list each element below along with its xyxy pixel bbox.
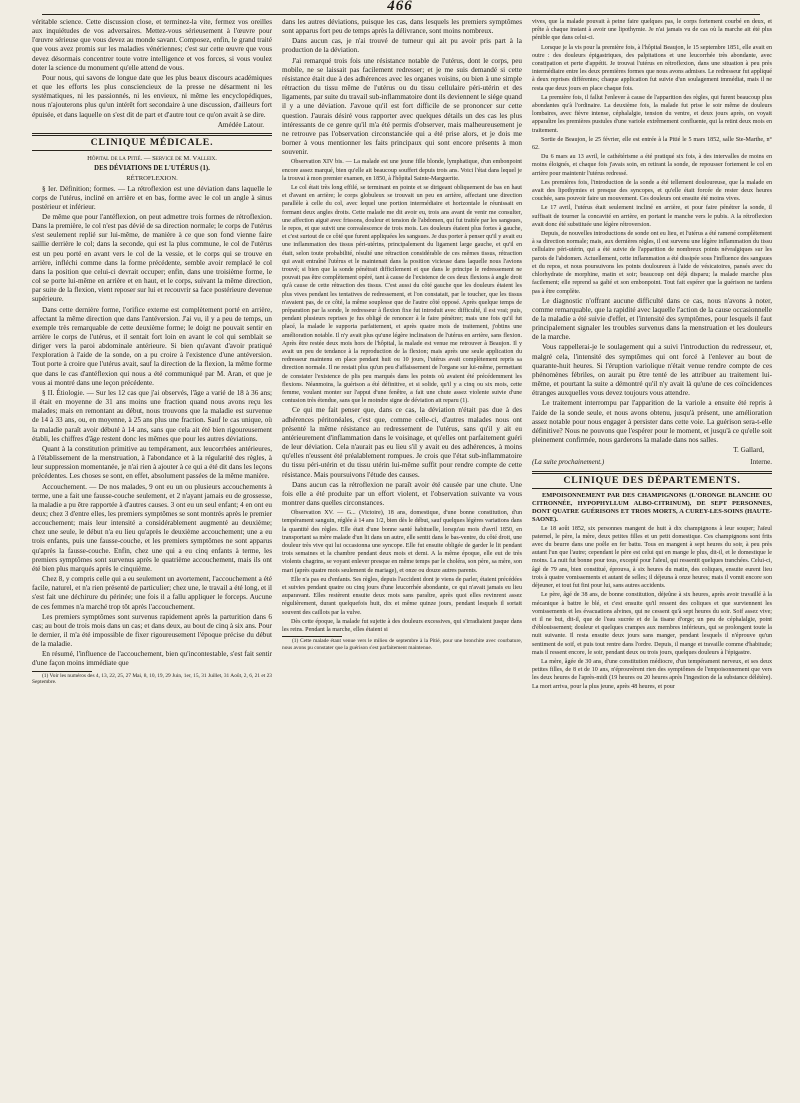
paragraph: Le 18 août 1852, six personnes mangent de huit à dix champignons à leur souper; l'aïeul paternel, le père, la mère, deux petites filles et un petit domestique. Ces champignons sont frits avec du beurre dans une poêle en fer battu. Tous en mangent à sept heures du soir, à peu près autant l'un que l'autre; cependant le père est celui qui en mange le plus, dit-il, et le domestique le moins. La nuit fut bonne pour tous, excepté pour l'aïeul, qui ressentit quelques tranchées. Celui-ci, âgé de 79 ans, bien constitué, éprouva, à six heures du matin, des coliques, ensuite eurent lieu trois à quatre vomissements et autant de selles; il déjeuna à onze heures; mais il vomit encore son déjeuner, et tout fut fini pour lui, sans autres accidents. [532,525,772,590]
columns [32,18,772,1092]
paragraph: § II. Étiologie. — Sur les 12 cas que j'ai observés, l'âge a varié de 18 à 36 ans; il était en moyenne de 31 ans moins une fraction quand nous avons reçu les malades; mais en remontant au début, nous trouvons que la maladie est survenue de 14 à 33 ans, ou, en moyenne, à 25 ans plus une fraction. Sauf le cas unique, où la maladie paraît avoir débuté à 14 ans, sans que cela ait été bien rigoureusement établi, les chiffres d'âge restent donc les mêmes que pour les autres déviations. [32,388,272,443]
paragraph: J'ai remarqué trois fois une résistance notable de l'utérus, dont le corps, peu mobile, ne se laissait pas facilement redresser; et je me suis demandé si cette résistance était due à des adhérences avec les organes voisins, ou bien à une simple rétraction du tissu même de l'utérus ou du tissu cellulaire péri-utérin et des ligaments, par suite du travail sub-inflammatoire dont ils deviennent le siége quand il y a une déviation. J'avoue qu'il est fort difficile de se prononcer sur cette question. J'aurais désiré vous rapporter avec quelques détails un des cas les plus intéressants de ce genre qu'il m'a été permis d'observer, mais malheureusement je ne retrouve pas l'observation circonstanciée qui a été prise alors, et je dois me borner à vous mentionner les faits principaux qui sont encore présents à mon souvenir. [282,56,522,157]
footnote: (1) Voir les numéros des 4, 13, 22, 25, 27 Mai, 8, 10, 19, 29 Juin, 1er, 15, 31 Juillet, 31 Août, 2, 6, 21 et 23 Septembre. [32,672,272,686]
paragraph: dans les autres déviations, puisque les cas, dans lesquels les premiers symptômes sont apparus fort peu de temps après la délivrance, sont moins nombreux. [282,18,522,36]
signature-role: Interne. [750,458,772,467]
observation-15 [282,509,522,634]
header-rule [42,14,760,15]
paragraph: Elle n'a pas eu d'enfants. Ses règles, depuis l'accident dont je viens de parler, étaient précédées et suivies pendant quatre ou cinq jours d'une leucorrhée abondante, ce qui n'avait jamais eu lieu auparavant. Elles restèrent ensuite deux mois sans paraître, après quoi elles revinrent assez régulièrement, durant quelquefois huit, dix et même quinze jours, pendant lesquels il sortait souvent des caillots par la vulve. [282,576,522,616]
paragraph: En résumé, l'influence de l'accouchement, bien qu'incontestable, s'est fait sentir d'une façon moins immédiate que [32,650,272,668]
paragraph: Le père, âgé de 38 ans, de bonne constitution, déjeûne à six heures, après avoir travaillé à la mécanique à battre le blé, et c'est ensuite qu'il ressent des coliques et que surviennent les vomissements et les évacuations alvines, qui ne cessent qu'à sept heures du soir. Soif assez vive; et il ne but, dit-il, que de l'eau sucrée et de la tisane d'orge; un peu de céphalalgie, point d'éblouissement; douleur et quelques crampes aux membres inférieurs, qui se prolongent toute la nuit suivante. Il resta ensuite deux jours sans manger, pendant lesquels il n'éprouve qu'un sentiment de soif, et puis tout rentre dans l'ordre. Depuis, il mange et travaille comme d'habitude; mais il ressent encore, le soir, pendant deux ou trois jours, quelques douleurs à l'épigastre. [532,592,772,656]
column-3 [532,18,772,1092]
continuation-row [532,458,772,467]
footnote: (1) Cette malade étant venue vers le milieu de septembre à la Pitié, pour une bronchite avec courbature, nous avons pu constater que la guérison s'est parfaitement maintenue. [282,638,522,651]
paragraph: Dans aucun cas la rétroflexion ne paraît avoir été causée par une chute. Une fois elle a été produite par un effort violent, et l'observation suivante va vous montrer dans quelles circonstances. [282,480,522,507]
paragraph: Le traitement interrompu par l'apparition de la variole a ensuite été repris à l'aide de la sonde seule, et nous avons obtenu, jusqu'à présent, une amélioration assez notable pour nous engager à persister dans cette voie. La guérison sera-t-elle définitive? Nous ne pouvons que l'espérer pour le moment, et jusqu'à ce qu'elle soit pleinement confirmée, nous garderons la malade dans nos salles. [532,399,772,445]
paragraph: Accouchement. — De nos malades, 9 ont eu un ou plusieurs accouchements à terme, une a fait une fausse-couche seulement, et 2 n'ayant jamais eu de grossesse, la maladie a pu être rapportée à d'autres causes. 3 ont eu un seul enfant; 4 en ont eu deux; chez 3 d'entre elles, les premiers symptômes se sont montrés après le premier accouchement; mais leur intensité a considérablement augmenté au deuxième; chez une seule, le début n'a eu lieu qu'après le deuxième accouchement; une a eu trois enfants, puis une fausse-couche, et les premiers symptômes ne sont apparus qu'après la fausse-couche. Enfin, chez une qui a eu cinq enfants à terme, les premiers symptômes sont survenus après le quatrième accouchement, mais ils ont été bien plus marqués après le cinquième. [32,482,272,573]
paragraph: Les premières fois, l'introduction de la sonde a été tellement douloureuse, que la malade en avait des lipothymies et presque des syncopes, et qu'elle était forcée de rester deux heures couchée, sans pouvoir faire un mouvement. Ces douleurs ont ensuite été moins vives. [532,179,772,203]
section-title: CLINIQUE MÉDICALE. [90,136,214,148]
paragraph: Depuis, de nouvelles introductions de sonde ont eu lieu, et l'utérus a été ramené complètement à sa direction normale; mais, aux dernières règles, il est survenu une légère inflammation du tissu cellulaire péri-utérin, qui a été suivie de l'apparition de nombreux points névralgiques sur les parois de l'abdomen. Actuellement, cette inflammation a été dissipée sous l'influence des sangsues et du repos, et nous poursuivons les points douloureux à l'aide de vésicatoires, pansés avec du chlorhydrate de morphine, matin et soir; beaucoup ont déjà disparu; la malade marche plus facilement; elle reprend sa gaîté et son embonpoint. Tout fait espérer que la guérison ne tardera pas à être complète. [532,231,772,295]
article-title: DES DÉVIATIONS DE L'UTÉRUS (1). [94,165,210,173]
paragraph: Quant à la constitution primitive au tempérament, aux leucorrhées antérieures, à l'établissement de la menstruation, à l'abondance et à la régularité des règles, à leur suppression momentanée, je n'ai rien à ajouter à ce qui a été dit dans les leçons précédentes. Les choses se sont, en effet, absolument passées de la même manière. [32,444,272,481]
paragraph: Vous rappellerai-je le soulagement qui a suivi l'introduction du redresseur, et, malgré cela, l'intensité des symptômes qui ont forcé à l'enlever au bout de quarante-huit heures. Si l'éruption variolique n'était venue rendre compte de ces phénomènes fébriles, on aurait pu être tenté de les attribuer au traitement lui-même, et pourtant la suite a démontré qu'il n'y avait là qu'une de ces coïncidences étranges auxquelles vous devez toujours vous attendre. [532,343,772,398]
paragraph: Du 6 mars au 13 avril, le cathétérisme a été pratiqué six fois, à des intervalles de moins en moins éloignés, et chaque fois j'avais soin, en retirant la sonde, de repousser fortement le col en arrière pour maintenir l'utérus redressé. [532,154,772,177]
paragraph: § Ier. Définition; formes. — La rétroflexion est une déviation dans laquelle le corps de l'utérus, incliné en arrière et en bas, forme avec le col un angle à sinus postérieur et inférieur. [32,184,272,211]
section-rule [532,471,772,474]
signature: Amédée Latour. [217,120,264,129]
paragraph: véritable science. Cette discussion close, et terminez-la vite, fermez vos oreilles aux inquiétudes de vos adversaires. Mettez-vous sérieusement à l'œuvre pour l'œuvre sérieuse que vous devez au monde savant. Composez, enfin, le grand traité que vous avez promis sur les maladies vénériennes; c'est sur cette œuvre que vous devez désormais concentrer toute votre intelligence et vos forces, si vous voulez doter la science du monument qu'elle attend de vous. [32,18,272,72]
paragraph: Dans aucun cas, je n'ai trouvé de tumeur qui ait pu avoir pris part à la production de la déviation. [282,37,522,55]
article-body [532,525,772,691]
continuation-note: (La suite prochainement.) [532,458,605,467]
paragraph: Ce qui me fait penser que, dans ce cas, la déviation n'était pas due à des adhérences péritonéales, c'est que, comme celle-ci, d'autres malades nous ont présenté la même résistance au redressement de l'utérus, sans qu'il y ait eu antérieurement d'inflammation dans le voisinage, et qu'elles ont parfaitement guéri de leur déviation. Cela n'aurait pas eu lieu s'il y avait eu des adhérences, à moins qu'elles n'eussent été préalablement rompues. Je crois que l'état sub-inflammatoire du tissu péri-utérin et du tissu utérin lui-même suffit pour rendre compte de cette résistance. Mais poursuivons l'étude des causes. [282,406,522,479]
footnote-rule [32,671,92,672]
paragraph: vives, que la malade pouvait à peine faire quelques pas, le corps fortement courbé en deux, et prête à chaque instant à avoir une lipothymie. Je n'ai jamais vu de cas où la marche ait été plus pénible que dans celui-ci. [532,19,772,42]
divider [532,488,772,489]
paragraph: La première fois, il fallut l'enlever à cause de l'apparition des règles, qui furent beaucoup plus abondantes qu'à l'ordinaire. La deuxième fois, la malade fut prise le soir même de douleurs lombaires, avec fièvre intense, céphalalgie, tension du ventre, et deux jours après, on voyait apparaître les premières pustules d'une variole extrêmement confluente, qui la retint deux mois en traitement. [532,94,772,134]
article-subtitle: RÉTROFLEXION. [126,175,178,183]
page-number: 466 [387,0,413,14]
divider [32,150,272,151]
hospital-line: Hôpital de la Pitié. — Service de M. Valleix. [87,155,217,163]
signature-name: T. Gallard, [733,446,764,455]
paragraph: Observation XV. — G... (Victoire), 18 ans, domestique, d'une bonne constitution, d'un tempérament sanguin, réglée à 14 ans 1/2, bien dès le début, sauf quelques légères variations dans la quantité des règles. Elle était d'une bonne santé habituelle, lorsqu'au mois d'avril 1850, en transportant sa mère malade d'un lit dans un autre, elle sentit dans le bas-ventre, du côté droit, une douleur très vive qui lui occasionna une syncope. Elle fut ensuite obligée de garder le lit pendant trois semaines et la chambre pendant deux mois et demi. A la même époque, elle eut de très violents chagrins, se voyant enlever presque en même temps par le choléra, son père, sa mère, son mari (après quatre mois seulement de mariage), et onze ou douze autres parents. [282,510,522,574]
paragraph: Le diagnostic n'offrant aucune difficulté dans ce cas, nous n'avons à noter, comme remarquable, que la rapidité avec laquelle l'action de la cause occasionnelle de la maladie a été suivie d'effet, et l'intensité des symptômes, pour lesquels il faut principalement signaler les troubles survenus dans la menstruation et les douleurs de la marche. [532,296,772,342]
paragraph: Le 17 avril, l'utérus était seulement incliné en arrière, et pour faire pénétrer la sonde, il suffisait de tourner la concavité en arrière, en portant le manche vers le pubis. A la rétroflexion avait donc été substituée une légère rétroversion. [532,205,772,228]
paragraph: La mère, âgée de 30 ans, d'une constitution médiocre, d'un tempérament nerveux, et ses deux petites filles, de 8 et de 10 ans, n'éprouvèrent rien des symptômes de l'empoisonnement que vers les deux heures de l'après-midi (19 heures ou 20 heures après l'ingestion de la substance délétère). La mort arriva, pour la plus jeune, après 48 heures, et pour [532,658,772,690]
section-title: CLINIQUE DES DÉPARTEMENTS. [563,474,741,486]
paragraph: Sortie de Beaujon, le 25 février, elle est entrée à la Pitié le 5 mars 1852, salle Ste-Marthe, n° 62. [532,136,772,152]
paragraph: Dans cette dernière forme, l'orifice externe est complètement porté en arrière, affectant la même direction que dans l'antéversion. J'ai vu, il y a peu de temps, un exemple très remarquable de cette deuxième forme; le doigt ne pouvait sentir en arrière le corps de l'utérus, et il sentait fort loin en avant le col qui semblait se diriger vers la paroi abdominale antérieure. Si bien qu'avant d'avoir pratiqué l'exploration à l'aide de la sonde, on a pu croire à l'existence d'une antéversion. Tout porte à croire que l'utérus avait, sauf la direction de la flexion, la même forme que dans le cas d'antéflexion qui nous a été communiqué par M. Aran, et que je vous ai montré dans une leçon précédente. [32,305,272,387]
paragraph: Chez 8, y compris celle qui a eu seulement un avortement, l'accouchement a été facile, naturel, et n'a rien présenté de particulier; chez une, le travail a été long, et il s'est fait une déchirure du périnée; une fois il a fallu appliquer le forceps. Aucune de ces femmes n'a marché trop tôt après l'accouchement. [32,575,272,611]
column-1 [32,18,272,1092]
observation-14 [282,158,522,405]
paragraph: De même que pour l'antéflexion, on peut admettre trois formes de rétroflexion. Dans la première, le col n'est pas dévié de sa direction normale; le corps de l'utérus s'est seulement replié sur lui-même, de manière à ce que son fond vienne faire saillie derrière le col; dans la seconde, qui est la plus commune, le col de l'utérus est un peu porté en avant vers le col de la vessie, et le corps qui se trouve en arrière, infléchi comme dans la forme précédente, semble avoir remplacé le col dans la position que celui-ci devrait occuper; enfin, dans une troisième forme, le col se porte lui-même en arrière et en haut, et le corps, suivant la même direction, par suite de la flexion, vient reposer sur lui et recouvrir sa face postérieure devenue supérieure. [32,212,272,304]
paragraph: Dès cette époque, la malade fut sujette à des douleurs excessives, qui s'irradiaient jusque dans les reins. Pendant la marche, elles étaient si [282,618,522,633]
column-2 [282,18,522,1092]
article-title: EMPOISONNEMENT PAR DES CHAMPIGNONS (L'ORONGE BLANCHE OU CITRONNÉE, HYPOPHYLLUM ALBO-CITRINUM), DE SEPT PERSONNES, DONT QUATRE GUÉRISONS ET TROIS MORTS, A CUREY-LES-SOINS (HAUTE-SAONE). [532,491,772,523]
paragraph: Lorsque je la vis pour la première fois, à l'hôpital Beaujon, le 15 septembre 1851, elle avait en outre : des douleurs épigastriques, des palpitations et une leucorrhée très abondante, avec constipation et perte d'appétit. Je trouvai l'utérus en rétroflexion, dans une situation à peu près intermédiaire entre les deux premières formes que nous avons admises. Le redresseur fut appliqué à deux reprises différentes; chaque application fut suivie d'un soulagement immédiat, mais il ne resta que deux jours en place chaque fois. [532,44,772,92]
paragraph: Le col était très long effilé, se terminant en pointe et se dirigeant obliquement de bas en haut et d'avant en arrière; le corps globuleux se trouvait un peu en arrière, affectant une direction parallèle à celle du col, avec lequel une portion intermédiaire et horizontale le réunissait en formant deux angles droits. Cette malade me dit avoir eu, trois ans avant de venir me consulter, une affection aiguë avec frissons, douleur et tension de l'abdomen, qui fut traitée par les sangsues, le repos, et que suivit une convalescence de trois mois. Les douleurs étaient plus fortes à gauche, et c'est surtout de ce côté que furent appliquées les sangsues. Je dus porter à penser qu'il y avait eu une inflammation des tissus péri-utérins, principalement du ligament large gauche, et qu'il en était, selon toute probabilité, résulté une rétraction considérable de ces mêmes tissus, rétraction qui avait entraîné l'utérus et le maintenait dans la position vicieuse dans laquelle nous l'avions trouvé; si bien que la sonde pénétrait difficilement et que dans le principe le redressement ne pouvait pas être complètement opéré, tant à cause de l'existence de ces deux flexions à angle droit qu'à cause de cette rétraction des tissus. C'est aussi du côté gauche que les douleurs étaient les plus vives pendant les tentatives de redressement, et l'on constatait, par le toucher, que les tissus n'avaient pas, de ce côté, la même souplesse que de l'autre côté opposé. Après quelque temps de préparation par la sonde, le redresseur à flexion fixe fut introduit avec difficulté, il est vrai; puis, pendant plusieurs reprises je fus obligé de renoncer à le faire pénétrer; mais une fois qu'il fut placé, la malade le supporta parfaitement, et après quatre mois de traitement, j'obtins une amélioration notable. Il n'y avait plus qu'une légère inclinaison de l'utérus en arrière, sans flexion. Après être restée deux mois hors de l'hôpital, la malade est venue me retrouver à Beaujon. Il y avait un peu de tendance à la reproduction de la flexion; mais après une seule application du redresseur maintenu en place pendant huit ou 10 jours, l'utérus avait complètement repris sa direction normale. Il ne restait plus qu'un peu d'affaissement de l'organe sur lui-même, permettant de constater l'existence de plis peu marqués dans les points où avaient été précédemment les flexions. Néanmoins, la guérison a été définitive, et si solide, qu'il y a cinq ou six mois, cette femme, voulant monter sur l'appui d'une fenêtre, a fait une chute assez violente suivie d'une contusion très étendue, sans que le moindre signe de déviation ait reparu (1). [282,184,522,405]
paragraph: Les premiers symptômes sont survenus rapidement après la parturition dans 6 cas; au bout de trois mois dans un cas; et dans deux, au bout de cinq à six ans. Pour le dernier, il m'a été impossible de fixer rigoureusement l'époque précise du début de la maladie. [32,612,272,649]
section-rule [32,133,272,136]
paragraph: Observation XIV bis. — La malade est une jeune fille blonde, lymphatique, d'un embonpoint encore assez marqué, bien qu'elle ait beaucoup souffert depuis trois ans. Voici l'état dans lequel je la trouvai à mon premier examen, en 1850, à l'hôpital Sainte-Marguerite. [282,159,522,182]
observation-15-continued [532,18,772,296]
paragraph: Pour nous, qui savons de longue date que les plus beaux discours académiques et que les efforts les plus consciencieux de la presse ne désarment ni les systématiques, ni les passionnés, ni les envieux, ni même les encyclopédiques, nous n'ajouterons plus qu'un intérêt fort secondaire à une discussion, d'ailleurs fort épuisée, et dans laquelle on s'est dit de part et d'autre tout ce qu'on avait à se dire. [32,73,272,119]
